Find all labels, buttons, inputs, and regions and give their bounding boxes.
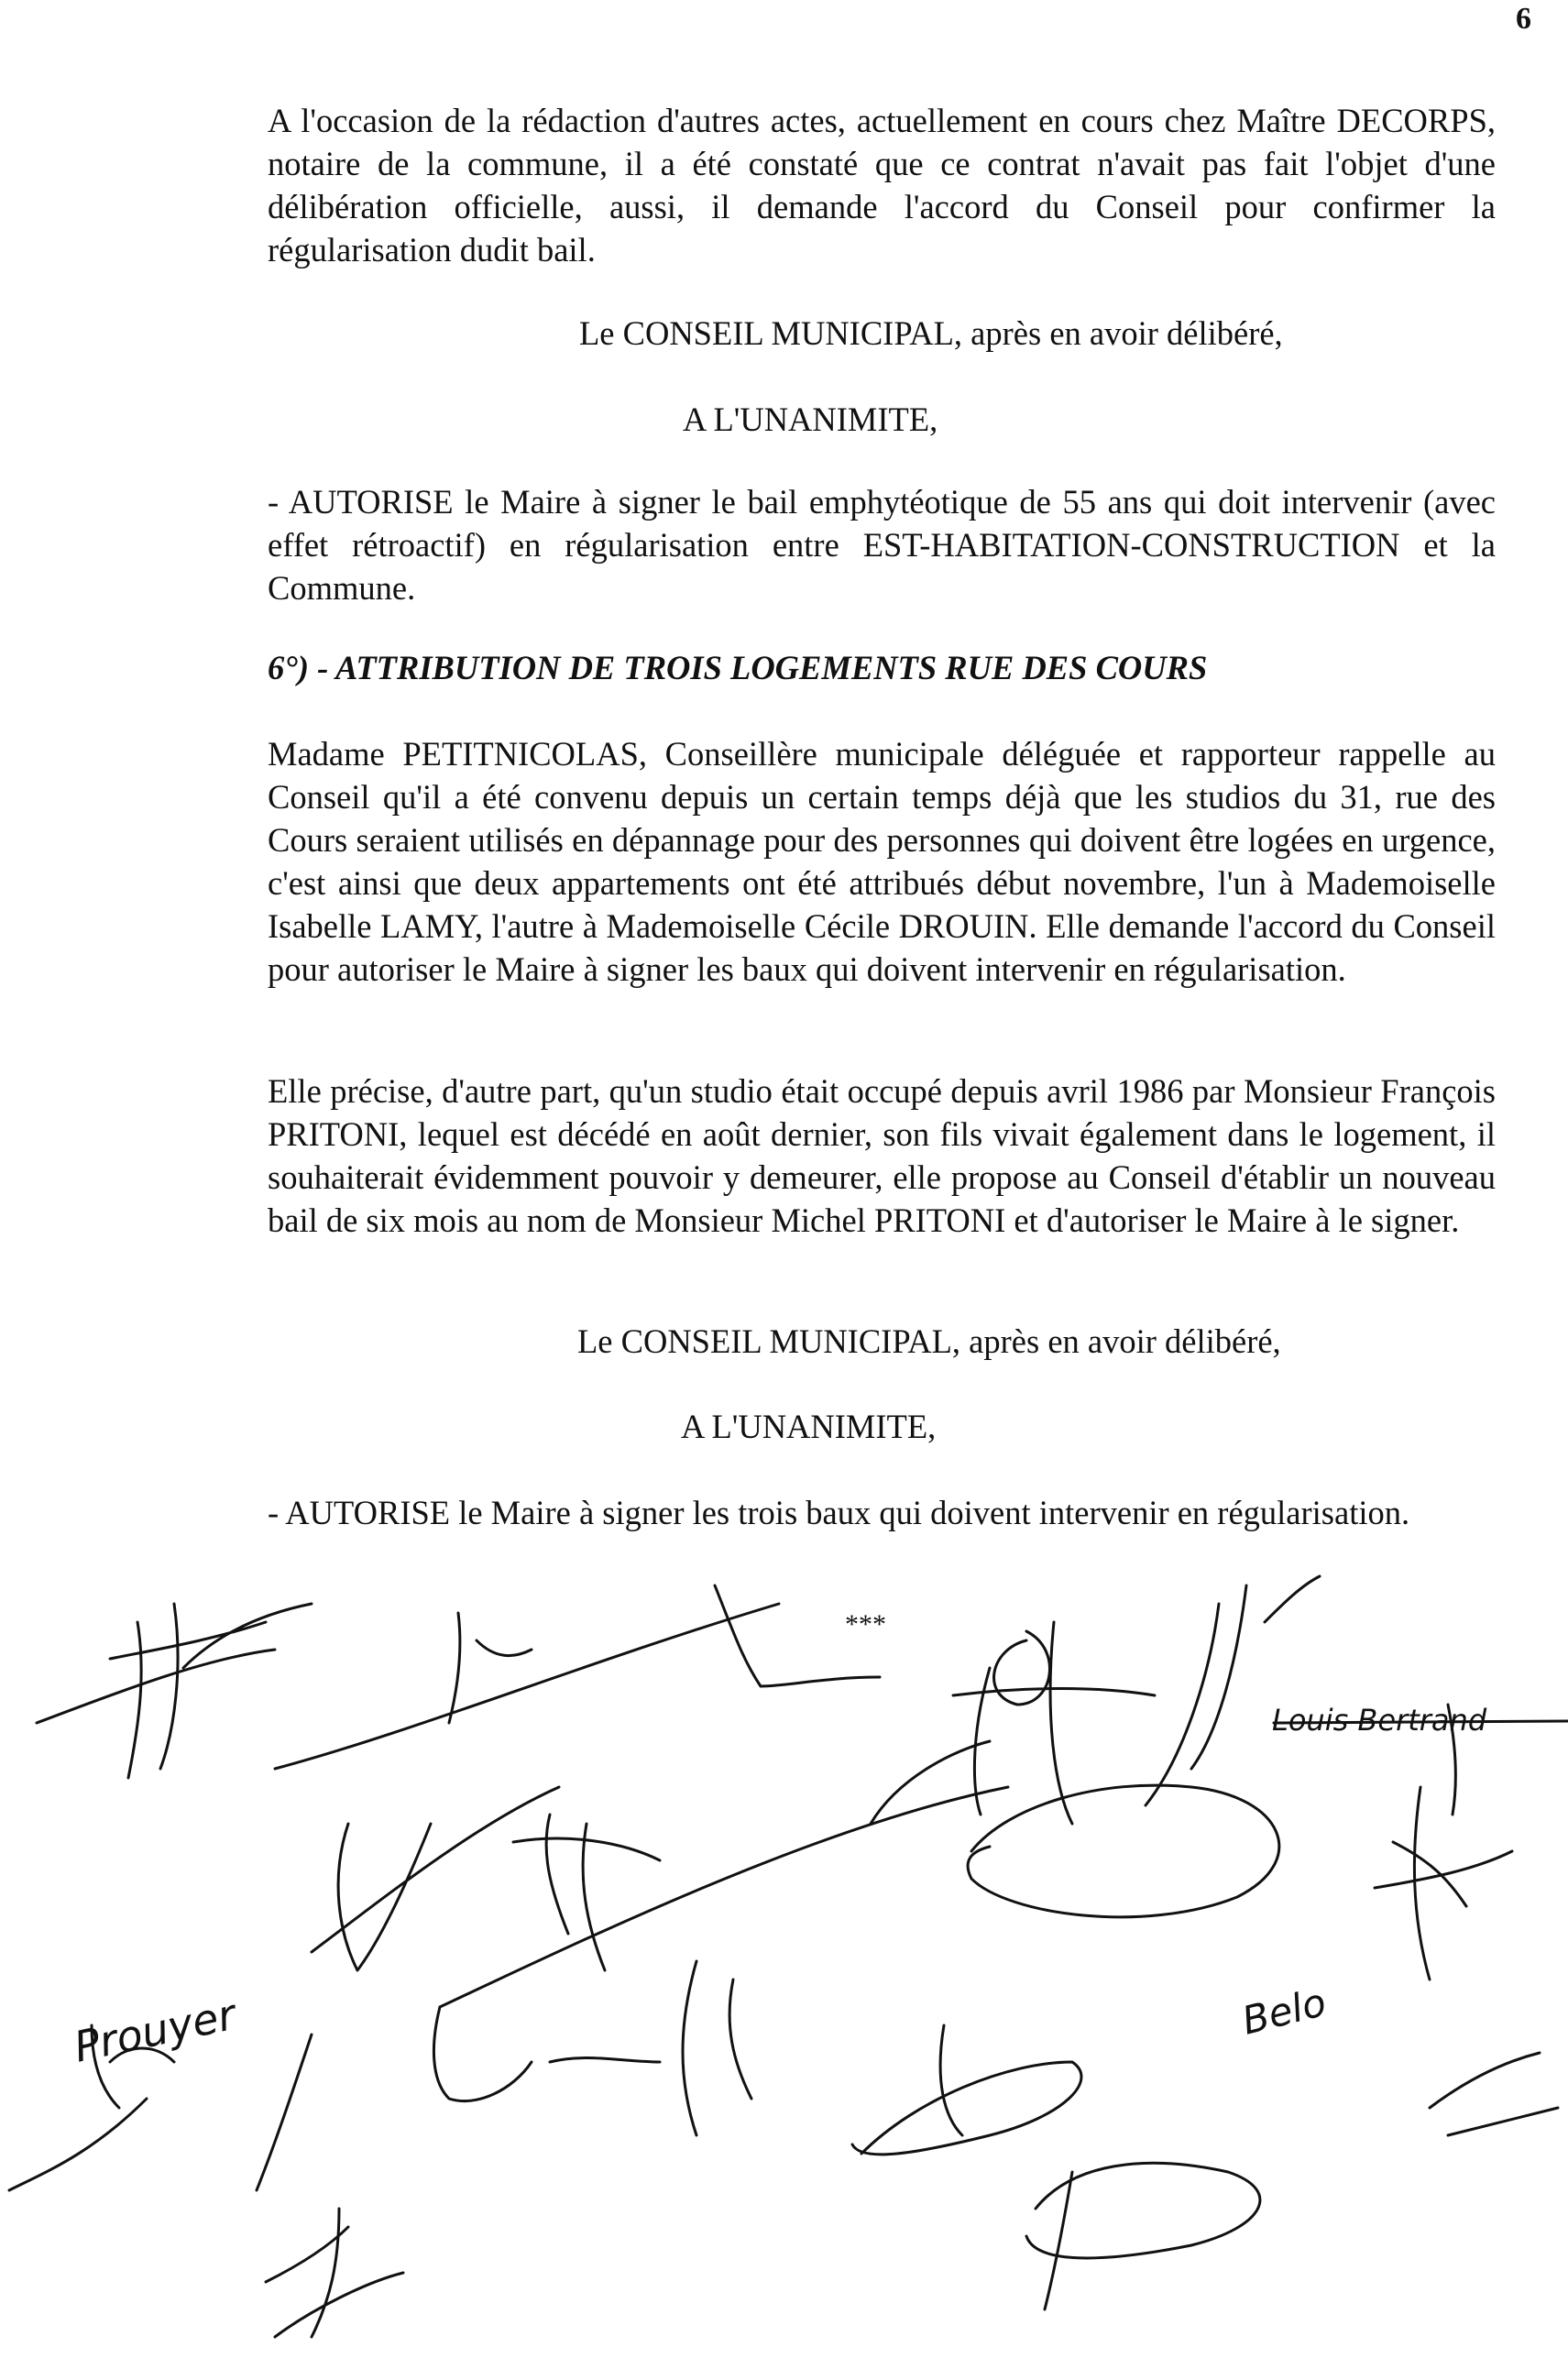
signature-name-louis-bertrand: Louis Bertrand xyxy=(1272,1703,1487,1738)
signatures-block xyxy=(0,1549,1568,2355)
paragraph-intro: A l'occasion de la rédaction d'autres actes, actuellement en cours chez Maître DECORPS, notaire de la commune, il a été constaté que ce contrat n'avait pas fait l'objet d'une délibération officielle, aussi, il demande l'accord du Conseil pour confirmer la régularisation dudit bail. xyxy=(268,102,1496,269)
paragraph-autorise-2: - AUTORISE le Maire à signer les trois baux qui doivent intervenir en régularisation. xyxy=(268,1494,1410,1531)
autorise-paragraph-1 xyxy=(268,480,1496,609)
signature-12 xyxy=(1026,2163,1260,2309)
signature-8 xyxy=(1375,1787,1512,1980)
conseil-statement-1: Le CONSEIL MUNICIPAL, après en avoir délibéré, xyxy=(579,314,1283,352)
signature-2 xyxy=(275,1585,880,1769)
signature-4 xyxy=(1146,1576,1320,1805)
conseil-statement-2: Le CONSEIL MUNICIPAL, après en avoir délibéré, xyxy=(577,1322,1281,1360)
unanimite-1: A L'UNANIMITE, xyxy=(683,400,938,438)
signature-6 xyxy=(440,1787,1008,2007)
signature-14 xyxy=(1430,2053,1558,2135)
petitnicolas-paragraph xyxy=(268,732,1496,991)
signature-11 xyxy=(852,2025,1081,2155)
separator-stars: *** xyxy=(845,1609,886,1640)
signature-1 xyxy=(37,1604,312,1778)
intro-paragraph xyxy=(268,99,1496,271)
precise-paragraph xyxy=(268,1069,1496,1242)
signature-name-belo: Belo xyxy=(1237,1979,1331,2044)
paragraph-petitnicolas: Madame PETITNICOLAS, Conseillère municipale déléguée et rapporteur rappelle au Conseil qu'il a été convenu depuis un certain temps déjà que les studios du 31, rue des Cours seraient utilisés en dépannage pour des personnes qui doivent être logées en urgence, c'est ainsi que deux appartements ont été attribués début novembre, l'un à Mademoiselle Isabelle LAMY, l'autre à Mademoiselle Cécile DROUIN. Elle demande l'accord du Conseil pour autoriser le Maire à signer les baux qui doivent intervenir en régularisation. xyxy=(268,735,1496,988)
signature-5 xyxy=(312,1787,559,1970)
signature-13 xyxy=(266,2209,403,2337)
signature-name-prouyer: Prouyer xyxy=(70,1989,240,2072)
paragraph-precise: Elle précise, d'autre part, qu'un studio était occupé depuis avril 1986 par Monsieur François PRITONI, lequel est décédé en août dernier, son fils vivait également dans le logement, il souhaiterait évidemment pouvoir y demeurer, elle propose au Conseil d'établir un nouveau bail de six mois au nom de Monsieur Michel PRITONI et d'autoriser le Maire à le signer. xyxy=(268,1072,1496,1239)
section-heading-6: 6°) - ATTRIBUTION DE TROIS LOGEMENTS RUE DES COURS xyxy=(268,649,1208,686)
paragraph-autorise-1: - AUTORISE le Maire à signer le bail emphytéotique de 55 ans qui doit intervenir (avec effet rétroactif) en régularisation entre EST-HABITATION-CONSTRUCTION et la Commune. xyxy=(268,483,1496,607)
signature-7 xyxy=(871,1741,1279,1917)
page-number: 6 xyxy=(1516,2,1531,36)
autorise-paragraph-2 xyxy=(268,1491,1551,1534)
unanimite-2: A L'UNANIMITE, xyxy=(681,1408,937,1445)
